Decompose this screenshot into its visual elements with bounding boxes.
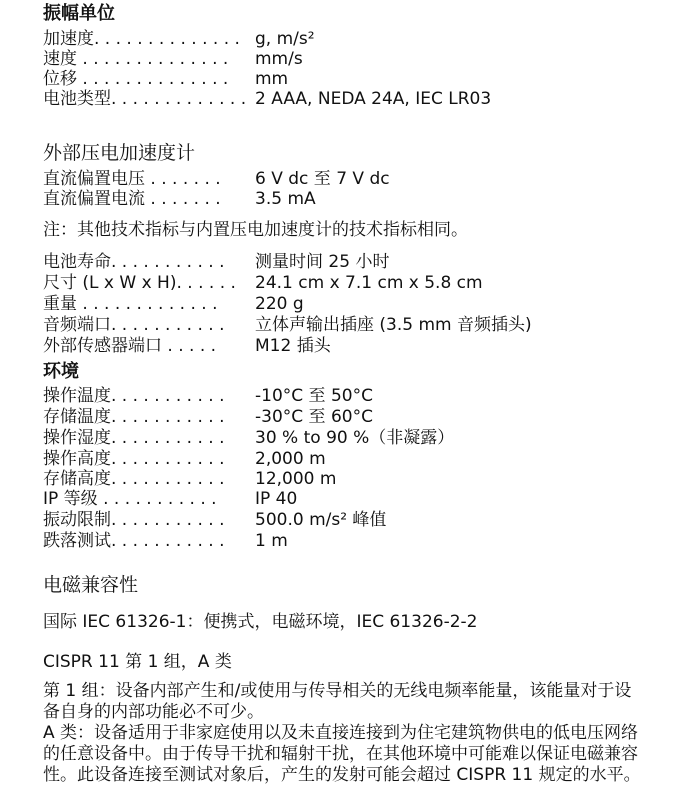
spec-label: 电池寿命. . . . . . . . . . . (43, 252, 225, 272)
spec-row-operating-altitude (43, 449, 326, 469)
spec-row-velocity (43, 49, 303, 69)
spec-label: 外部传感器端口 . . . . . (43, 336, 217, 356)
spec-label: 跌落测试. . . . . . . . . . . (43, 531, 225, 551)
spec-row-weight (43, 294, 304, 314)
spec-row-audio-port (43, 315, 532, 335)
spec-label: 位移 . . . . . . . . . . . . . . (43, 69, 229, 89)
spec-row-dc-bias-current (43, 189, 316, 209)
spec-row-dc-bias-voltage (43, 169, 390, 189)
spec-value: 500.0 m/s² 峰值 (255, 510, 387, 530)
spec-value: mm (255, 69, 289, 89)
emc-class-a-description: A 类：设备适用于非家庭使用以及未直接连接到为住宅建筑物供电的低电压网络的任意设备中。由于传导干扰和辐射干扰，在其他环境中可能难以保证电磁兼容性。此设备连接至测试对象后，产生的发射可能会超过 CISPR 11 规定的水平。 (43, 723, 641, 785)
spec-label: 速度 . . . . . . . . . . . . . . (43, 49, 229, 69)
emc-group1-description: 第 1 组：设备内部产生和/或使用与传导相关的无线电频率能量，该能量对于设备自身的内部功能必不可少。 (43, 681, 632, 722)
spec-row-battery-life (43, 252, 389, 272)
emc-heading: 电磁兼容性 (43, 574, 139, 596)
spec-label: 音频端口. . . . . . . . . . . (43, 315, 225, 335)
spec-label: 存储温度. . . . . . . . . . . (43, 407, 225, 427)
spec-value: 2 AAA, NEDA 24A, IEC LR03 (255, 89, 492, 109)
accelerometer-note: 注：其他技术指标与内置压电加速度计的技术指标相同。 (43, 220, 468, 240)
spec-value: 6 V dc 至 7 V dc (255, 169, 390, 189)
environment-heading: 环境 (43, 361, 79, 382)
spec-value: M12 插头 (255, 336, 331, 356)
spec-value: -10°C 至 50°C (255, 386, 373, 406)
spec-value: 1 m (255, 531, 288, 551)
emc-cispr: CISPR 11 第 1 组，A 类 (43, 652, 232, 672)
spec-label: 振动限制. . . . . . . . . . . (43, 510, 225, 530)
spec-label: 直流偏置电压 . . . . . . . (43, 169, 221, 189)
spec-row-dimensions (43, 273, 483, 293)
spec-value: -30°C 至 60°C (255, 407, 373, 427)
spec-value: 2,000 m (255, 449, 326, 469)
spec-value: 12,000 m (255, 469, 337, 489)
spec-label: 电池类型. . . . . . . . . . . . . (43, 89, 247, 109)
external-accelerometer-heading: 外部压电加速度计 (43, 142, 196, 164)
spec-label: 重量 . . . . . . . . . . . . . (43, 294, 218, 314)
spec-value: g, m/s² (255, 29, 315, 49)
amplitude-units-heading: 振幅单位 (43, 3, 115, 24)
spec-value: 24.1 cm x 7.1 cm x 5.8 cm (255, 273, 483, 293)
spec-value: 立体声输出插座 (3.5 mm 音频插头) (255, 315, 532, 335)
spec-label: 操作湿度. . . . . . . . . . . (43, 428, 225, 448)
spec-label: 存储高度. . . . . . . . . . . (43, 469, 225, 489)
emc-international: 国际 IEC 61326-1：便携式，电磁环境，IEC 61326-2-2 (43, 612, 478, 632)
spec-value: mm/s (255, 49, 303, 69)
spec-label: 尺寸 (L x W x H). . . . . . (43, 273, 236, 293)
spec-label: 加速度. . . . . . . . . . . . . . (43, 29, 240, 49)
spec-row-acceleration (43, 29, 315, 49)
spec-label: IP 等级 . . . . . . . . . . . (43, 489, 217, 509)
spec-value: 220 g (255, 294, 304, 314)
spec-row-operating-temp (43, 386, 373, 406)
spec-row-storage-altitude (43, 469, 336, 489)
spec-row-displacement (43, 69, 288, 89)
spec-label: 直流偏置电流 . . . . . . . (43, 189, 221, 209)
spec-row-battery-type (43, 89, 491, 109)
spec-row-external-sensor-port (43, 336, 331, 356)
spec-row-ip-rating (43, 489, 297, 509)
spec-value: IP 40 (255, 489, 298, 509)
spec-label: 操作高度. . . . . . . . . . . (43, 449, 225, 469)
spec-row-operating-humidity (43, 428, 454, 448)
spec-value: 测量时间 25 小时 (255, 252, 390, 272)
spec-row-drop-test (43, 531, 288, 551)
spec-label: 操作温度. . . . . . . . . . . (43, 386, 225, 406)
spec-row-vibration-limit (43, 510, 386, 530)
spec-value: 30 % to 90 %（非凝露） (255, 428, 455, 448)
spec-row-storage-temp (43, 407, 373, 427)
spec-value: 3.5 mA (255, 189, 316, 209)
